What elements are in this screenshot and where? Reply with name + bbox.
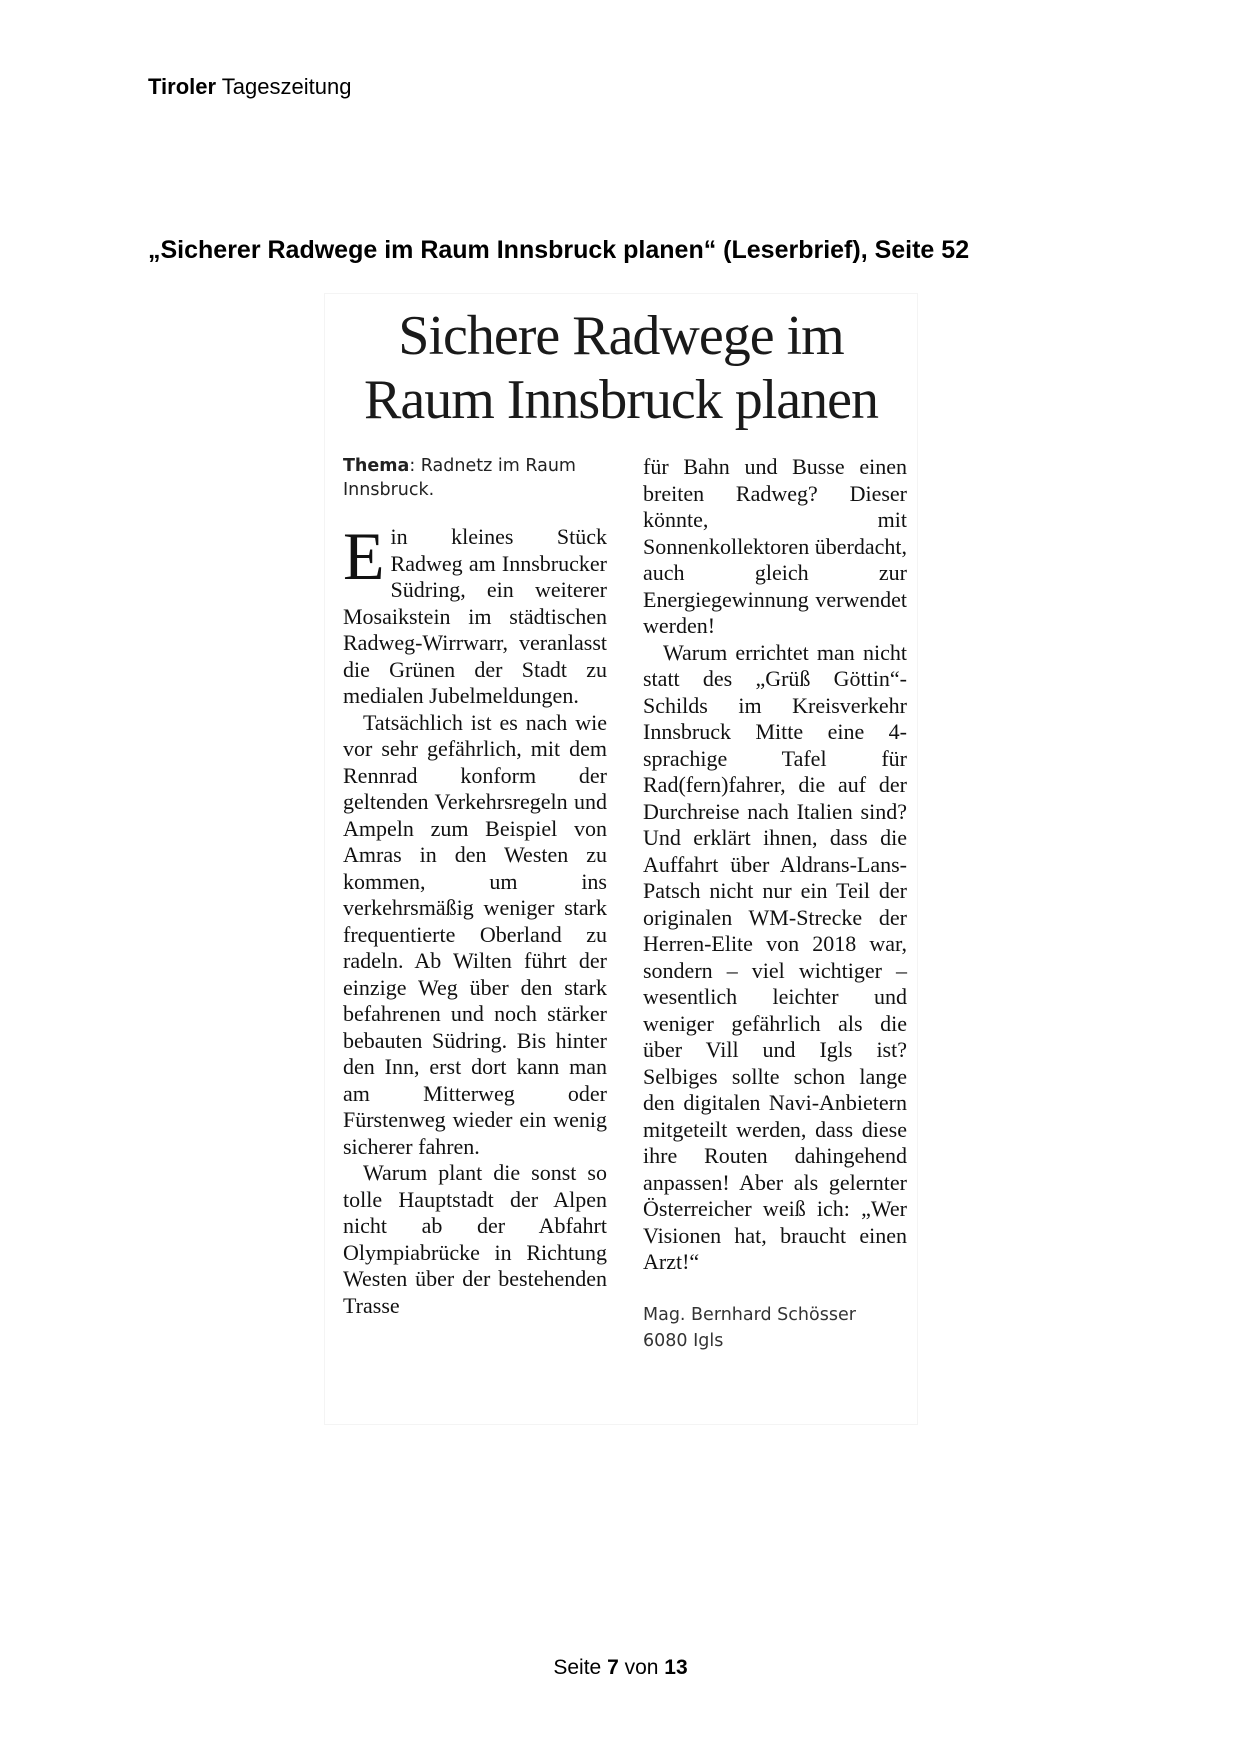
footer-prefix: Seite bbox=[553, 1656, 608, 1679]
topic-text: : Radnetz im Raum Innsbruck. bbox=[343, 456, 576, 500]
page-footer bbox=[0, 1656, 1241, 1680]
topic-label: Thema bbox=[343, 456, 410, 476]
signature bbox=[643, 1302, 907, 1354]
signature-place: 6080 Igls bbox=[643, 1330, 724, 1351]
paragraph-1-text: in kleines Stück Radweg am Innsbrucker Südring, ein weiterer Mosaikstein im städtischen Radweg-Wirrwarr, veranlasst die Grünen der Stadt zu medialen Jubelmeldungen. bbox=[343, 524, 607, 708]
headline-line-1: Sichere Radwege im bbox=[398, 305, 844, 367]
paragraph-4: Warum errichtet man nicht statt des „Grüß Göttin“-Schilds im Kreisverkehr Innsbruck Mitte eine 4-sprachige Tafel für Rad(fern)fahrer, die auf der Durchreise nach Italien sind? Und erklärt ihnen, dass die Auffahrt über Aldrans-Lans-Patsch nicht nur ein Teil der originalen WM-Strecke der Herren-Elite von 2018 war, sondern – viel wichtiger – wesentlich leichter und weniger gefährlich als die über Vill und Igls ist? Selbiges sollte schon lange den digitalen Navi-Anbietern mitgeteilt werden, dass diese ihre Routen dahingehend anpassen! Aber als gelernter Österreicher weiß ich: „Wer Visionen hat, braucht einen Arzt!“ bbox=[643, 639, 907, 1274]
article-column-left bbox=[343, 454, 607, 1319]
footer-page-number: 7 bbox=[607, 1656, 619, 1679]
newspaper-clipping bbox=[325, 294, 917, 1424]
signature-name: Mag. Bernhard Schösser bbox=[643, 1304, 856, 1325]
footer-middle: von bbox=[618, 1656, 665, 1679]
publication-header bbox=[148, 74, 351, 100]
paragraph-3-part-1: Warum plant die sonst so tolle Hauptstadt der Alpen nicht ab der Abfahrt Olympiabrücke in Richtung Westen über der bestehenden Trasse bbox=[343, 1160, 607, 1318]
article-headline bbox=[325, 304, 917, 432]
article-body-right bbox=[643, 454, 907, 1276]
footer-total-pages: 13 bbox=[664, 1656, 688, 1679]
paragraph-3-part-2: für Bahn und Busse einen breiten Radweg? Dieser könnte, mit Sonnenkollektoren überdacht, auch gleich zur Energiegewinnung verwendet werden! bbox=[643, 454, 907, 638]
article-column-right bbox=[643, 454, 907, 1354]
drop-cap: E bbox=[343, 518, 385, 594]
paragraph-2: Tatsächlich ist es nach wie vor sehr gefährlich, mit dem Rennrad konform der geltenden Verkehrsregeln und Ampeln zum Beispiel von Amras in den Westen zu kommen, um ins verkehrsmäßig weniger stark frequentierte Oberland zu radeln. Ab Wilten führt der einzige Weg über den stark befahrenen und noch stärker bebauten Südring. Bis hinter den Inn, erst dort kann man am Mitterweg oder Fürstenweg wieder ein wenig sicherer fahren. bbox=[343, 709, 607, 1159]
brand-bold: Tiroler bbox=[148, 74, 217, 99]
document-title: „Sicherer Radwege im Raum Innsbruck planen“ (Leserbrief), Seite 52 bbox=[148, 236, 970, 264]
article-topic bbox=[343, 454, 607, 502]
headline-line-2: Raum Innsbruck planen bbox=[364, 369, 878, 431]
brand-rest: Tageszeitung bbox=[216, 74, 352, 99]
article-body-left bbox=[343, 518, 607, 1319]
paragraph-1 bbox=[343, 518, 607, 710]
